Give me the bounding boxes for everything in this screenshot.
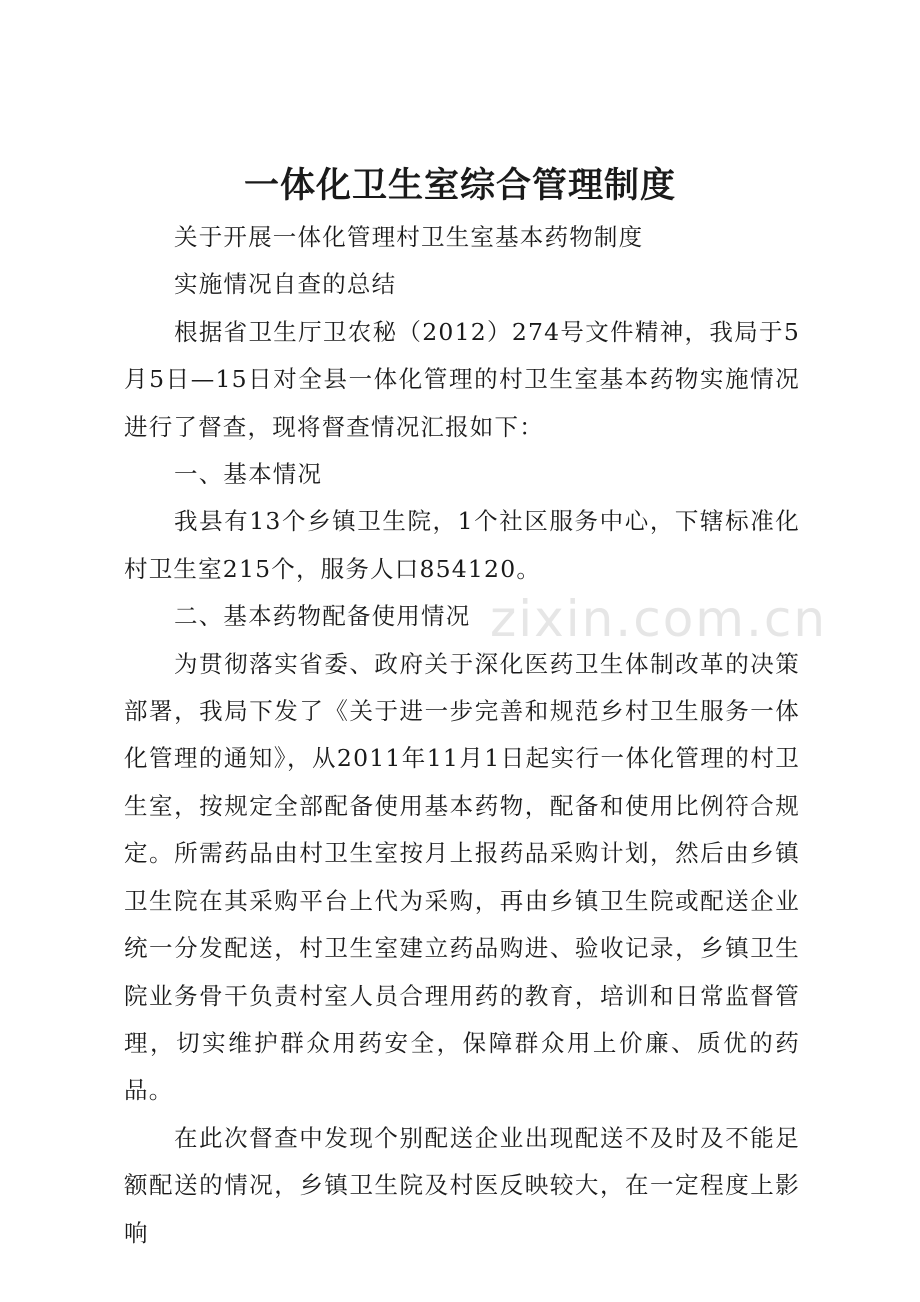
watermark: zixin.com.cn [490, 590, 828, 648]
section-heading-drug-usage: 二、基本药物配备使用情况 [174, 602, 471, 631]
paragraph-basic-info: 我县有13个乡镇卫生院，1个社区服务中心，下辖标准化村卫生室215个，服务人口854120。 [124, 507, 800, 583]
paragraph-intro: 根据省卫生厅卫农秘（2012）274号文件精神，我局于5月5日—15日对全县一体化管理的村卫生室基本药物实施情况进行了督查，现将督查情况汇报如下： [124, 317, 800, 441]
paragraph-drug-usage: 为贯彻落实省委、政府关于深化医药卫生体制改革的决策部署，我局下发了《关于进一步完善和规范乡村卫生服务一体化管理的通知》，从2011年11月1日起实行一体化管理的村卫生室，按规定全部配备使用基本药物，配备和使用比例符合规定。所需药品由村卫生室按月上报药品采购计划，然后由乡镇卫生院在其采购平台上代为采购，再由乡镇卫生院或配送企业统一分发配送，村卫生室建立药品购进、验收记录，乡镇卫生院业务骨干负责村室人员合理用药的教育，培训和日常监督管理，切实维护群众用药安全，保障群众用上价廉、质优的药品。 [124, 649, 800, 1105]
paragraph-inspection-findings: 在此次督查中发现个别配送企业出现配送不及时及不能足额配送的情况，乡镇卫生院及村医反映较大，在一定程度上影响 [124, 1123, 800, 1247]
paragraph-subtitle-line2: 实施情况自查的总结 [174, 270, 397, 299]
paragraph-subtitle-line1: 关于开展一体化管理村卫生室基本药物制度 [174, 223, 644, 251]
document-title: 一体化卫生室综合管理制度 [243, 166, 676, 206]
document-body [124, 214, 800, 1257]
section-heading-basic-info: 一、基本情况 [174, 460, 323, 489]
